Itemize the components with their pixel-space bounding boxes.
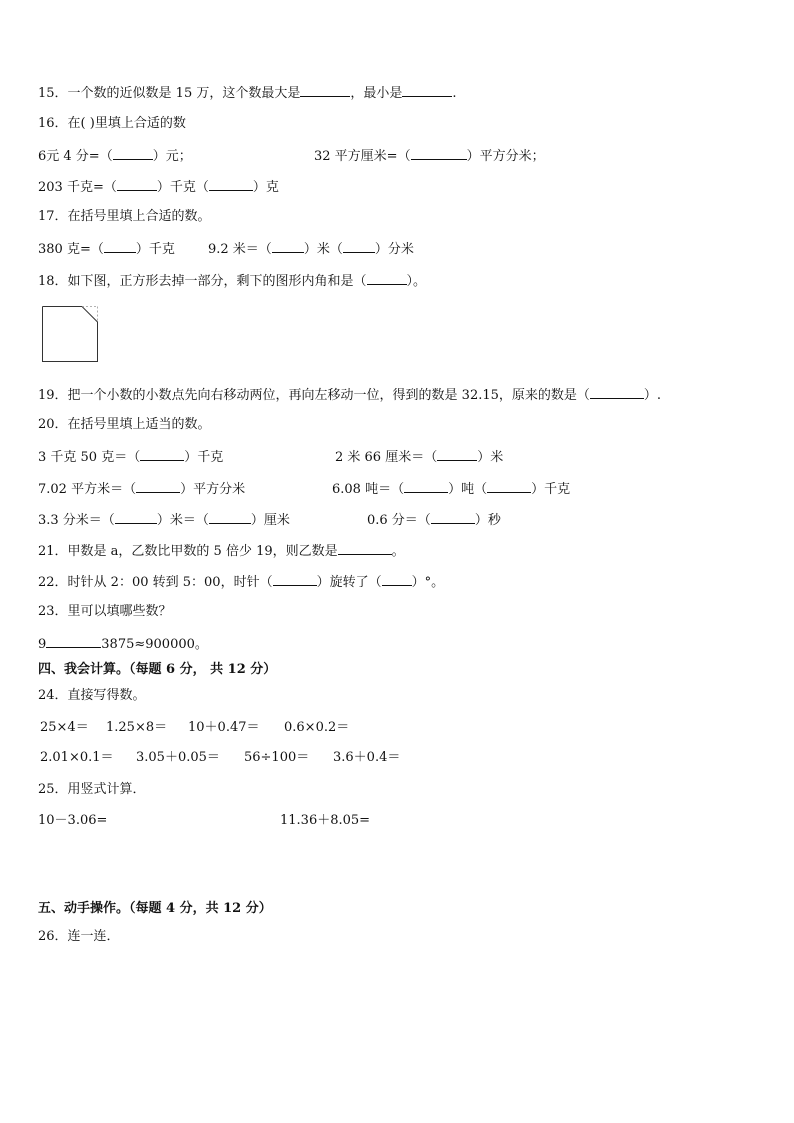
answer-blank[interactable] <box>411 147 467 160</box>
question-17-b: 9.2 米＝（ ）米（ ）分米 <box>208 242 414 257</box>
calc-item: 10＋0.47＝ <box>188 720 260 735</box>
answer-blank[interactable] <box>343 240 375 253</box>
vertical-calc-a: 10－3.06= <box>38 813 108 828</box>
question-16-title: 16．在( )里填上合适的数 <box>38 116 186 131</box>
answer-blank[interactable] <box>487 480 531 493</box>
answer-blank[interactable] <box>113 147 153 160</box>
answer-blank[interactable] <box>404 480 448 493</box>
answer-blank[interactable] <box>46 635 101 648</box>
cut-square-figure <box>42 306 98 362</box>
question-22: 22．时针从 2：00 转到 5：00，时针（ ）旋转了（ ）°。 <box>38 575 445 590</box>
answer-blank[interactable] <box>300 84 350 97</box>
question-25-title: 25．用竖式计算． <box>38 782 146 797</box>
answer-blank[interactable] <box>140 448 184 461</box>
calc-item: 3.05＋0.05＝ <box>136 750 220 765</box>
answer-blank[interactable] <box>590 386 644 399</box>
vertical-calc-b: 11.36＋8.05= <box>280 813 371 828</box>
answer-blank[interactable] <box>272 240 304 253</box>
calc-item: 2.01×0.1＝ <box>40 750 114 765</box>
question-17-a: 380 克=（ ）千克 <box>38 242 175 257</box>
answer-blank[interactable] <box>367 272 407 285</box>
question-17-title: 17．在括号里填上合适的数。 <box>38 209 211 224</box>
answer-blank[interactable] <box>437 448 477 461</box>
calc-item: 25×4＝ <box>40 720 89 735</box>
answer-blank[interactable] <box>117 178 157 191</box>
question-20-row1-b: 2 米 66 厘米＝（ ）米 <box>335 450 504 465</box>
question-16-row1-b: 32 平方厘米=（ ）平方分米； <box>314 149 545 164</box>
question-18: 18．如下图，正方形去掉一部分，剩下的图形内角和是（ ）。 <box>38 274 427 289</box>
question-20-title: 20．在括号里填上适当的数。 <box>38 417 211 432</box>
calc-item: 1.25×8＝ <box>106 720 168 735</box>
question-26-title: 26．连一连． <box>38 929 120 944</box>
question-20-row3-a: 3.3 分米＝（ ）米＝（ ）厘米 <box>38 513 290 528</box>
question-23-line: 9 3875≈900000。 <box>38 637 208 652</box>
answer-blank[interactable] <box>209 178 253 191</box>
question-20-row1-a: 3 千克 50 克＝（ ）千克 <box>38 450 224 465</box>
question-20-row3-b: 0.6 分＝（ ）秒 <box>367 513 501 528</box>
answer-blank[interactable] <box>136 480 180 493</box>
question-23-title: 23．里可以填哪些数？ <box>38 604 172 619</box>
question-15: 15．一个数的近似数是 15 万，这个数最大是 ，最小是 . <box>38 86 457 101</box>
question-20-row2-b: 6.08 吨＝（ ）吨（ ）千克 <box>332 482 571 497</box>
section-4-heading: 四、我会计算。（每题 6 分， 共 12 分） <box>38 662 277 677</box>
question-19: 19．把一个小数的小数点先向右移动两位，再向左移动一位，得到的数是 32.15，原来的数是（ ）. <box>38 388 662 403</box>
answer-blank[interactable] <box>104 240 136 253</box>
question-21: 21．甲数是 a，乙数比甲数的 5 倍少 19，则乙数是 。 <box>38 544 405 559</box>
answer-blank[interactable] <box>338 542 392 555</box>
question-24-title: 24．直接写得数。 <box>38 688 146 703</box>
calc-item: 56÷100＝ <box>244 750 310 765</box>
question-16-row2: 203 千克=（ ）千克（ ）克 <box>38 180 279 195</box>
calc-item: 0.6×0.2＝ <box>284 720 350 735</box>
answer-blank[interactable] <box>431 511 475 524</box>
calc-item: 3.6＋0.4＝ <box>333 750 401 765</box>
answer-blank[interactable] <box>273 573 317 586</box>
answer-blank[interactable] <box>115 511 157 524</box>
question-20-row2-a: 7.02 平方米＝（ ）平方分米 <box>38 482 246 497</box>
question-16-row1-a: 6元 4 分=（ ）元； <box>38 149 192 164</box>
answer-blank[interactable] <box>402 84 452 97</box>
section-5-heading: 五、动手操作。（每题 4 分，共 12 分） <box>38 901 272 916</box>
answer-blank[interactable] <box>209 511 251 524</box>
answer-blank[interactable] <box>382 573 412 586</box>
